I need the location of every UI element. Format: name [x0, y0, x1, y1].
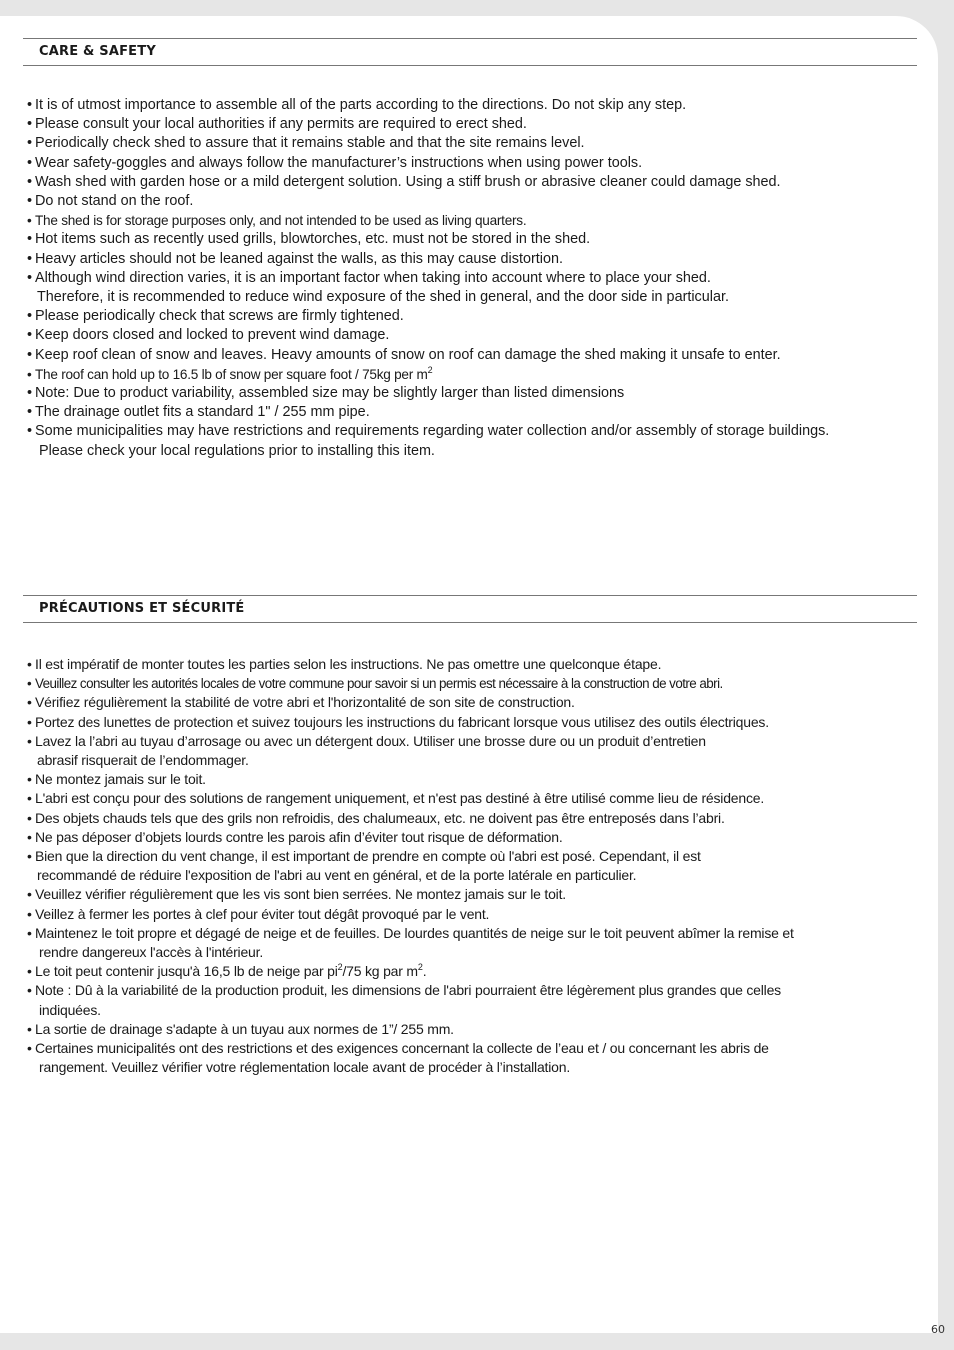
list-item: • Wash shed with garden hose or a mild detergent solution. Using a stiff brush or abrasive cleaner could damage shed.	[27, 173, 781, 190]
care-safety-header	[23, 38, 917, 66]
list-item: • Keep doors closed and locked to prevent wind damage.	[27, 327, 390, 344]
list-item: • Please periodically check that screws are firmly tightened.	[27, 308, 404, 325]
list-item: • The drainage outlet fits a standard 1" / 255 mm pipe.	[27, 404, 370, 421]
list-item: • Note : Dû à la variabilité de la production produit, les dimensions de l'abri pourraient être légèrement plus grandes que celles indiquées.	[27, 982, 781, 1018]
list-item: • Lavez la l’abri au tuyau d’arrosage ou avec un détergent doux. Utiliser une brosse dure ou un produit d’entretien abrasif risquerait de l’endommager.	[27, 732, 706, 769]
page-number: 60	[931, 1323, 945, 1336]
precautions-title: PRÉCAUTIONS ET SÉCURITÉ	[39, 601, 245, 616]
list-item: • It is of utmost importance to assemble all of the parts according to the directions. Do not skip any step.	[27, 97, 687, 113]
list-item: • Wear safety-goggles and always follow the manufacturer’s instructions when using power tools.	[27, 154, 643, 171]
list-item: • Certaines municipalités ont des restrictions et des exigences concernant la collecte de l’eau et / ou concernant les abris de rangement. Veuillez vérifier votre réglementation locale avant de procéder à l’installation.	[27, 1040, 769, 1076]
precautions-header	[23, 595, 917, 623]
care-safety-title: CARE & SAFETY	[39, 44, 156, 59]
list-item: • Hot items such as recently used grills, blowtorches, etc. must not be stored in the shed.	[27, 231, 591, 248]
list-item: • The roof can hold up to 16.5 lb of snow per square foot / 75kg per $m^2$	[27, 364, 433, 382]
list-item: • Do not stand on the roof.	[27, 193, 194, 210]
precautions-list	[27, 655, 794, 1077]
list-item: • Maintenez le toit propre et dégagé de neige et de feuilles. De lourdes quantités de neige sur le toit peuvent abîmer la remise et rendre dangereux l'accès à l'intérieur.	[27, 924, 794, 961]
list-item: • Il est impératif de monter toutes les parties selon les instructions. Ne pas omettre une quelconque étape.	[27, 656, 662, 672]
list-item: • Ne pas déposer d’objets lourds contre les parois afin d’éviter tout risque de déformation.	[27, 828, 563, 845]
list-item: • La sortie de drainage s'adapte à un tuyau aux normes de 1”/ 255 mm.	[27, 1020, 454, 1037]
list-item: • Des objets chauds tels que des grils non refroidis, des chalumeaux, etc. ne doivent pas être entreposés dans l’abri.	[27, 809, 725, 826]
list-item: • Keep roof clean of snow and leaves. Heavy amounts of snow on roof can damage the shed making it unsafe to enter.	[27, 346, 781, 363]
list-item: • Portez des lunettes de protection et suivez toujours les instructions du fabricant lorsque vous utilisez des outils électriques.	[27, 713, 769, 730]
list-item: • L'abri est conçu pour des solutions de rangement uniquement, et n'est pas destiné à être utilisé comme lieu de résidence.	[27, 790, 765, 807]
list-item: • Note: Due to product variability, assembled size may be slightly larger than listed dimensions	[27, 385, 625, 402]
list-item: • Please consult your local authorities if any permits are required to erect shed.	[27, 116, 527, 133]
list-item: • Le toit peut contenir jusqu'à 16,5 lb de neige par $pi^2/75$ kg par $m^2$.	[27, 962, 427, 980]
list-item: • Heavy articles should not be leaned against the walls, as this may cause distortion.	[27, 250, 563, 267]
list-item: • Veuillez vérifier régulièrement que les vis sont bien serrées. Ne montez jamais sur le toit.	[27, 886, 566, 903]
list-item: • Bien que la direction du vent change, il est important de prendre en compte où l'abri est posé. Cependant, il est recommandé de réduire l'exposition de l'abri au vent en général, et de la porte latérale en particulier.	[27, 848, 701, 884]
care-safety-list	[27, 96, 829, 461]
list-item: • Some municipalities may have restrictions and requirements regarding water collection and/or assembly of storage buildings. Please check your local regulations prior to installing this item.	[27, 423, 830, 459]
list-item: • Veillez à fermer les portes à clef pour éviter tout dégât provoqué par le vent.	[27, 905, 490, 922]
list-item: • Periodically check shed to assure that it remains stable and that the site remains level.	[27, 135, 585, 152]
list-item: • Veuillez consulter les autorités locales de votre commune pour savoir si un permis est nécessaire à la construction de votre abri.	[27, 676, 723, 692]
list-item: • Although wind direction varies, it is an important factor when taking into account where to place your shed. Therefore, it is recommended to reduce wind exposure of the shed in general, and the door side in particular.	[27, 269, 729, 306]
list-item: • Vérifiez régulièrement la stabilité de votre abri et l'horizontalité de son site de construction.	[27, 694, 575, 711]
list-item: • The shed is for storage purposes only, and not intended to be used as living quarters.	[27, 213, 527, 229]
list-item: • Ne montez jamais sur le toit.	[27, 771, 206, 788]
